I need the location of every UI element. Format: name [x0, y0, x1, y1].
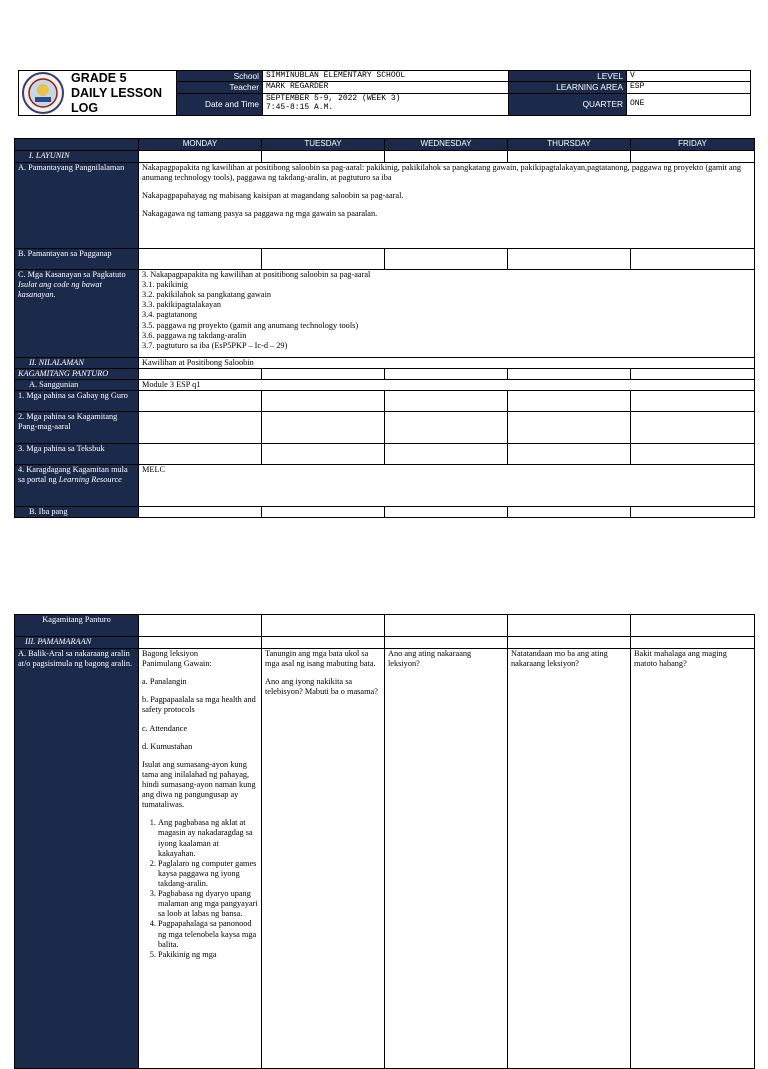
balik-aral-tuesday [262, 649, 385, 1069]
kasanayan-note: Isulat ang code ng bawat kasanayan. [18, 280, 102, 300]
mon-instructions: Isulat ang sumasang-ayon kung tama ang inilalahad ng pahayag, hindi sumasang-ayon naman kung ang diwa ng pangungusap ay tumataliwas. [142, 759, 256, 810]
mon-statement: 2. Paglalaro ng computer games kaysa paggawa ng iyong takdang-aralin. [158, 859, 258, 889]
balik-aral-monday [139, 649, 262, 1069]
day-wednesday: WEDNESDAY [385, 139, 508, 151]
karagdagang-value: MELC [139, 465, 755, 507]
learning-resource-text: Learning Resource [58, 475, 122, 485]
corner-cell [15, 139, 139, 151]
teacher-label: Teacher [177, 82, 263, 93]
mon-item: b. Pagpapaalala sa mga health and safety protocols [142, 695, 256, 715]
level-label: LEVEL [509, 71, 627, 82]
sanggunian-value: Module 3 ESP q1 [139, 380, 755, 391]
mon-statement: 1. Ang pagbabasa ng aklat at magasin ay nakadaragdag sa iyong kaalaman at kakayahan. [158, 818, 258, 858]
lesson-table-2 [14, 614, 755, 1069]
kasanayan-label: C. Mga Kasanayan sa Pagkatuto [18, 270, 126, 279]
pp-paragraph-2: Nakapagpapahayag ng mabisang kaisipan at magandang saloobin sa pag-aaral. [142, 191, 404, 201]
day-tuesday: TUESDAY [262, 139, 385, 151]
lesson-table-1 [14, 138, 755, 518]
mon-statement: 3. Pagbabasa ng dyaryo upang malaman ang mga pangyayari sa loob at labas ng bansa. [158, 889, 258, 919]
header [18, 70, 751, 116]
gabay-guro-label: 1. Mga pahina sa Gabay ng Guro [15, 391, 139, 412]
kasanayan-line: 3.1. pakikinig [142, 280, 188, 290]
balik-aral-thursday: Natatandaan mo ba ang ating nakaraang leksiyon? [508, 649, 631, 1069]
sanggunian-label: A. Sanggunian [15, 380, 139, 391]
pp-paragraph-3: Nakagagawa ng tamang pasya sa paggawa ng mga gawain sa paaralan. [142, 209, 378, 219]
nilalaman-label: II. NILALAMAN [15, 358, 139, 369]
kasanayan-line: 3. Nakapagpapakita ng kawilihan at positibong saloobin sa pag-aaral [142, 270, 371, 279]
kasanayan-label-cell [15, 270, 139, 358]
day-monday: MONDAY [139, 139, 262, 151]
layunin-label: I. LAYUNIN [15, 151, 139, 163]
mon-item: c. Attendance [142, 723, 188, 733]
kasanayan-line: 3.6. paggawa ng takdang-aralin [142, 330, 247, 340]
school-value: SIMMINUBLAN ELEMENTARY SCHOOL [263, 71, 509, 82]
learning-area-value: ESP [627, 82, 751, 93]
balik-aral-friday: Bakit mahalaga ang maging matoto habang? [631, 649, 755, 1069]
mon-item: d. Kumustahan [142, 741, 193, 751]
datetime-value-line-1: SEPTEMBER 5-9, 2022 (WEEK 3) [266, 93, 401, 103]
mon-statement-list [142, 818, 258, 960]
balik-aral-label: A. Balik-Aral sa nakaraang aralin at/o pagsisimula ng bagong aralin. [15, 649, 139, 1069]
pp-paragraph-1: Nakapagpapakita ng kawilihan at positibong saloobin sa pag-aaral: pakikinig, pakikilahok sa pangkatang gawain, pakikipagtalakayan,pagtatanong, paggawa ng proyekto (gamit ang anumang technology tools), paggawa ng takdang-aralin, at pagtuturo sa iba [142, 163, 742, 183]
karagdagang-kagamitan-label [15, 465, 139, 507]
teksbuk-label: 3. Mga pahina sa Teksbuk [15, 444, 139, 465]
pamantayang-pangnilalaman-label: A. Pamantayang Pangnilalaman [15, 163, 139, 249]
iba-pang-label: B. Iba pang [15, 507, 139, 518]
quarter-value: ONE [627, 93, 751, 115]
kagamitang-pang-mag-aaral-label: 2. Mga pahina sa Kagamitang Pang-mag-aaral [15, 412, 139, 444]
tue-paragraph-2: Ano ang iyong nakikita sa telebisyon? Mabuti ba o masama? [265, 677, 378, 697]
deped-seal-icon [21, 71, 65, 115]
pamamaraan-label: III. PAMAMARAAN [15, 637, 139, 649]
kasanayan-line: 3.5. paggawa ng proyekto (gamit ang anumang technology tools) [142, 320, 359, 330]
teacher-value: MARK REGARDER [263, 82, 509, 93]
kasanayan-line: 3.2. pakikilahok sa pangkatang gawain [142, 290, 272, 300]
day-friday: FRIDAY [631, 139, 755, 151]
kasanayan-content [139, 270, 755, 358]
level-value: V [627, 71, 751, 82]
kasanayan-line: 3.7. pagtuturo sa iba (EsP5PKP – Ic-d – 29) [142, 340, 288, 350]
pamantayan-sa-pagganap-label: B. Pamantayan sa Pagganap [15, 249, 139, 270]
mon-statement: 4. Pagpapahalaga sa panonood ng mga telenobela kaysa mga balita. [158, 919, 258, 949]
datetime-value-line-2: 7:45-8:15 A.M. [266, 103, 334, 113]
balik-aral-wednesday: Ano ang ating nakaraang leksiyon? [385, 649, 508, 1069]
day-thursday: THURSDAY [508, 139, 631, 151]
pamantayang-pangnilalaman-content [139, 163, 755, 249]
mon-statement: 5. Pakikinig ng mga [158, 950, 258, 960]
kasanayan-line: 3.3. pakikipagtalakayan [142, 300, 222, 310]
learning-area-label: LEARNING AREA [509, 82, 627, 93]
kasanayan-line: 3.4. pagtatanong [142, 310, 198, 320]
datetime-label: Date and Time [177, 93, 263, 115]
tue-paragraph-1: Tanungin ang mga bata ukol sa mga asal ng isang mabuting bata. [265, 649, 376, 669]
quarter-label: QUARTER [509, 93, 627, 115]
title-line-3: LOG [71, 100, 99, 115]
kagamitang-panturo-label-2: Kagamitang Panturo [15, 615, 139, 637]
kagamitang-panturo-label: KAGAMITANG PANTURO [15, 369, 139, 380]
school-label: School [177, 71, 263, 82]
title-line-1: GRADE 5 [71, 70, 127, 85]
datetime-value [263, 93, 509, 115]
mon-intro-line: Bagong leksiyon [142, 649, 198, 658]
header-title-cell [19, 71, 177, 116]
title-line-2: DAILY LESSON [71, 85, 162, 100]
mon-item: a. Panalangin [142, 677, 187, 687]
mon-intro-line: Panimulang Gawain: [142, 659, 212, 669]
nilalaman-value: Kawilihan at Positibong Saloobin [139, 358, 755, 369]
karagdagang-label-text: 4. Karagdagang Kagamitan mula sa portal ng [18, 465, 128, 485]
days-header-row [15, 139, 755, 151]
